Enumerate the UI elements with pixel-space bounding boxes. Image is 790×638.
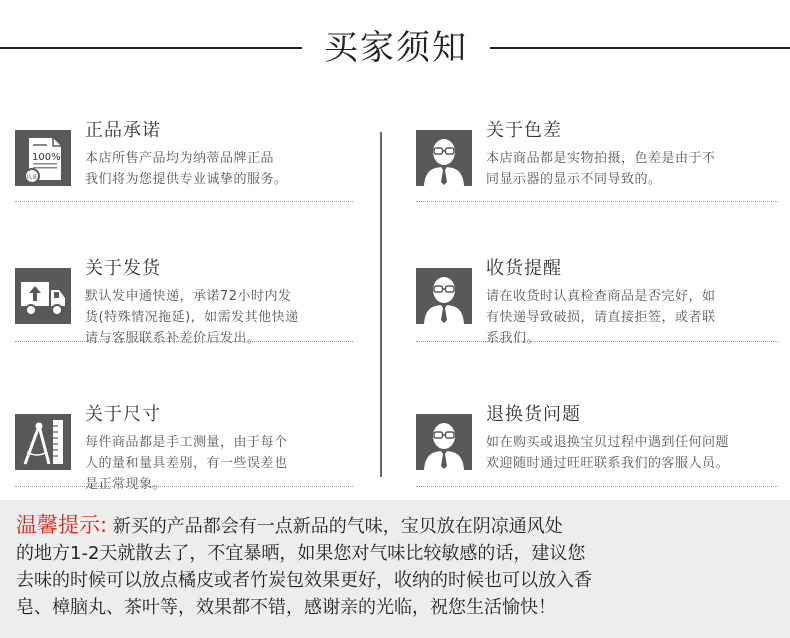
- item-desc: 默认发申通快递，承诺72小时内发 货(特殊情况拖延)，如需发其他快递 请与客服联系补差价后发出。: [85, 289, 299, 346]
- person-icon: [416, 268, 472, 324]
- divider-dots: [15, 486, 353, 487]
- item-desc: 如在购买或退换宝贝过程中遇到任何问题 欢迎随时通过旺旺联系我们的客服人员。: [486, 435, 730, 471]
- certificate-icon: [15, 130, 71, 186]
- info-color-difference: [416, 120, 790, 250]
- divider-dots: [416, 486, 778, 487]
- divider-dots: [416, 341, 778, 342]
- item-title: 关于发货: [85, 258, 161, 279]
- tips-label: 温馨提示:: [16, 513, 108, 537]
- item-desc: 请在收货时认真检查商品是否完好，如 有快递导致破损，请直接拒签，或者联 系我们。: [486, 289, 716, 346]
- item-title: 关于色差: [486, 120, 562, 141]
- item-title: 退换货问题: [486, 404, 581, 425]
- tips-line-1: [16, 512, 781, 540]
- item-title: 收货提醒: [486, 258, 562, 279]
- item-title: 正品承诺: [85, 120, 161, 141]
- truck-icon: [15, 268, 71, 324]
- item-desc: 本店商品都是实物拍摄，色差是由于不 同显示器的显示不同导致的。: [486, 151, 716, 187]
- tips-panel: [0, 500, 790, 638]
- person-icon: [416, 414, 472, 470]
- tips-line-4: 皂、樟脑丸、茶叶等，效果都不错，感谢亲的光临，祝您生活愉快！: [16, 597, 556, 618]
- badge-100-text: 100%: [32, 152, 61, 163]
- info-receipt-reminder: [416, 258, 790, 388]
- tips-line-3: 去味的时候可以放点橘皮或者竹炭包效果更好，收纳的时候也可以放入香: [16, 570, 592, 591]
- divider-dots: [15, 341, 353, 342]
- item-desc: 本店所售产品均为纳蒂品牌正品 我们将为您提供专业诚挚的服务。: [85, 151, 288, 187]
- info-genuine-promise: [15, 120, 395, 250]
- item-title: 关于尺寸: [85, 404, 161, 425]
- item-desc: 每件商品都是手工测量，由于每个 人的量和量具差别，有一些误差也 是正常现象。: [85, 435, 288, 492]
- person-icon: [416, 130, 472, 186]
- page-title: 买家须知: [324, 28, 468, 68]
- tips-line-2: 的地方1-2天就散去了，不宜暴晒，如果您对气味比较敏感的话，建议您: [16, 543, 586, 564]
- tips-text: [16, 512, 781, 621]
- stamp-text: 认证: [26, 174, 38, 181]
- tips-line-1-text: 新买的产品都会有一点新品的气味，宝贝放在阴凉通风处: [107, 516, 563, 537]
- divider-dots: [416, 201, 778, 202]
- header-line-left: [0, 47, 302, 49]
- ruler-compass-icon: [15, 414, 71, 470]
- info-shipping: [15, 258, 395, 388]
- divider-dots: [15, 201, 353, 202]
- header-line-right: [490, 47, 790, 49]
